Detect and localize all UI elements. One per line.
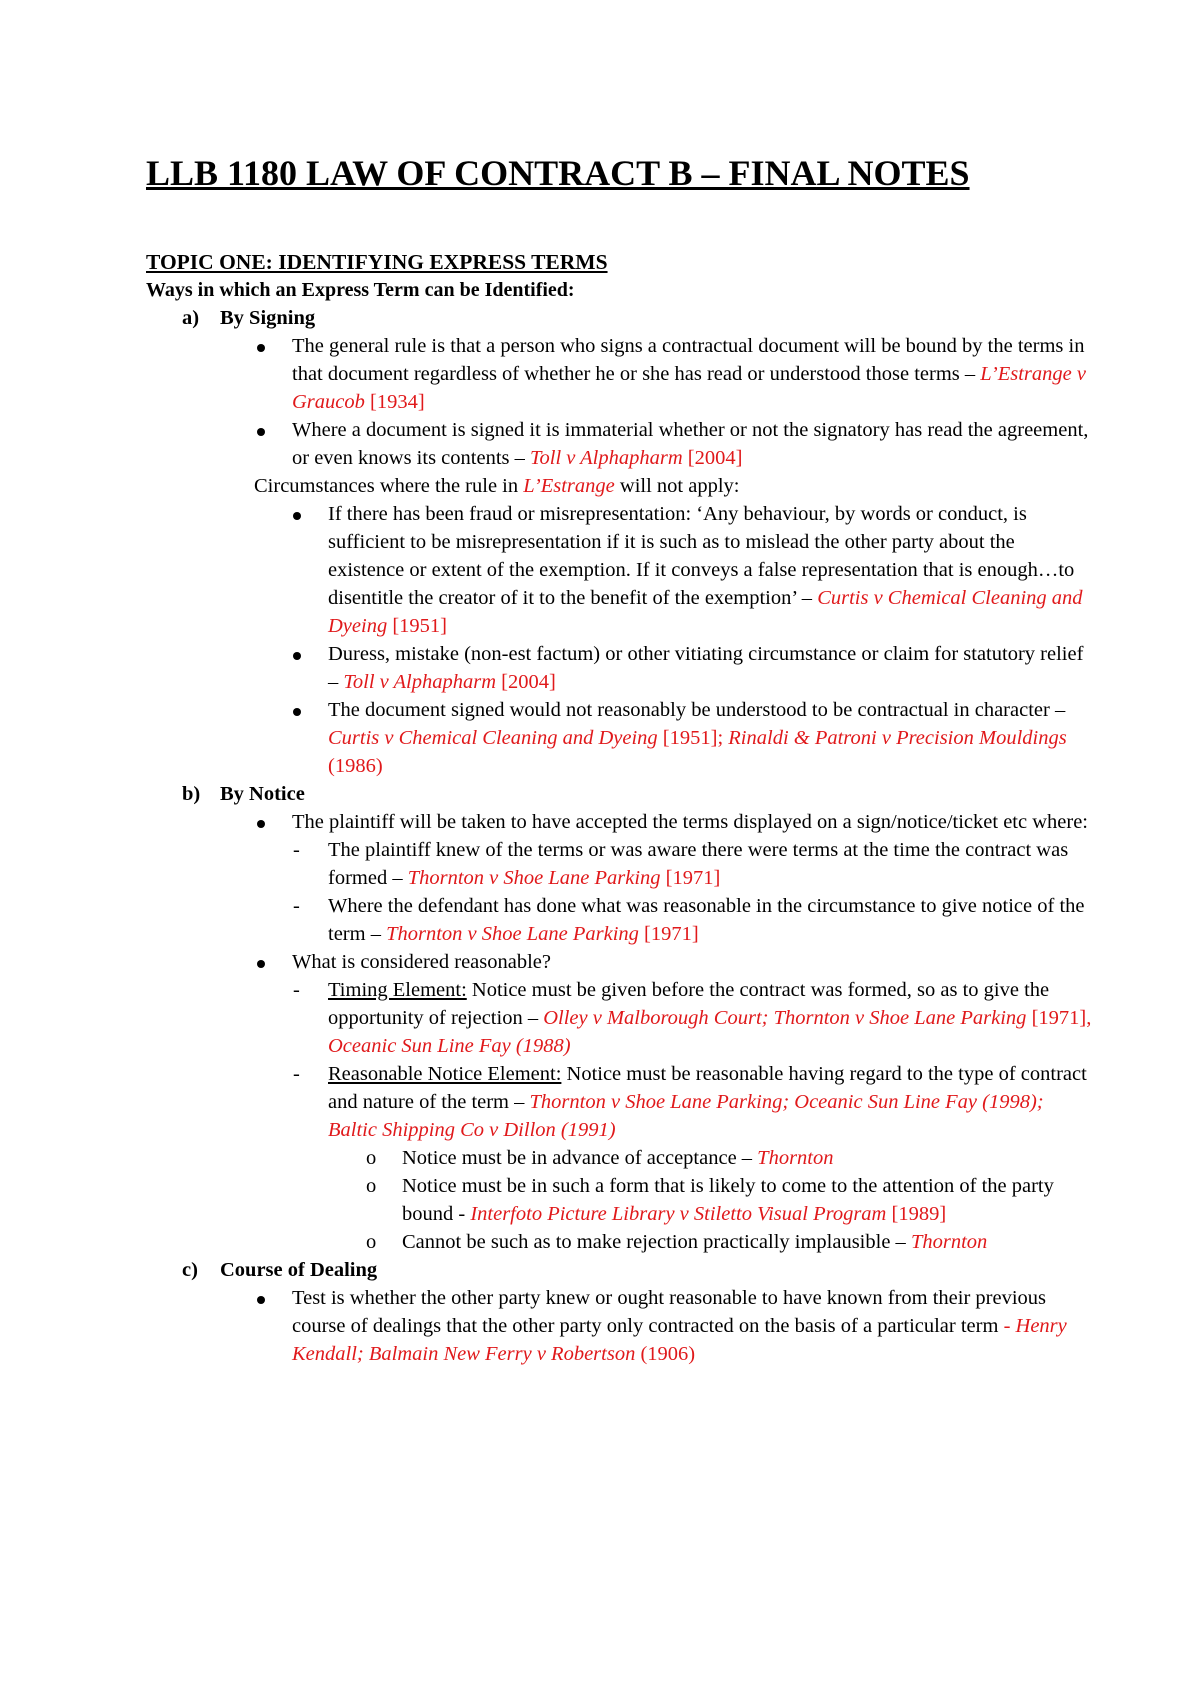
bullet-icon [293,696,301,724]
bullet-icon [293,640,301,668]
bullet-icon [257,948,265,976]
list-item: Test is whether the other party knew or ought reasonable to have known from their previous course of dealings that the other party only contracted on the basis of a particular term - Henry Kendall; Balmain New Ferry v Robertson (1906) [146,1284,1096,1368]
list-item: The general rule is that a person who signs a contractual document will be bound by the terms in that document regardless of whether he or she has read or understood those terms – L’Estrange v Graucob [1934] [146,332,1096,416]
element-label: Reasonable Notice Element: [328,1063,562,1085]
case-citation: - Henry Kendall; Balmain New Ferry v Robertson [292,1315,1067,1365]
section-c [146,1256,1096,1368]
case-citation: Rinaldi & Patroni v Precision Mouldings [728,727,1067,749]
list-item: o Notice must be in such a form that is likely to come to the attention of the party bound - Interfoto Picture Library v Stiletto Visual Program [1989] [146,1172,1096,1228]
list-item: Duress, mistake (non-est factum) or other vitiating circumstance or claim for statutory relief – Toll v Alphapharm [2004] [146,640,1096,696]
list-item: - Timing Element: Notice must be given before the contract was formed, so as to give the opportunity of rejection – Olley v Malborough Court; Thornton v Shoe Lane Parking [1971], Oceanic Sun Line Fay (1988) [146,976,1096,1060]
case-citation: Toll v Alphapharm [530,447,683,469]
section-title: Course of Dealing [220,1259,378,1281]
topic-heading: TOPIC ONE: IDENTIFYING EXPRESS TERMS [146,250,608,274]
list-item: o Cannot be such as to make rejection practically implausible – Thornton [146,1228,1096,1256]
bullet-icon [257,808,265,836]
dash-icon: - [293,1063,300,1085]
intro-heading: Ways in which an Express Term can be Identified: [146,279,575,301]
document-page [146,150,1096,1368]
subheading-line: Circumstances where the rule in L’Estrange will not apply: [254,475,740,497]
section-letter: c) [182,1259,198,1281]
list-item: - Where the defendant has done what was reasonable in the circumstance to give notice of the term – Thornton v Shoe Lane Parking [1971] [146,892,1096,948]
document-title: LLB 1180 LAW OF CONTRACT B – FINAL NOTES [146,153,970,193]
case-citation: Oceanic Sun Line Fay (1988) [328,1035,571,1057]
list-item: - The plaintiff knew of the terms or was aware there were terms at the time the contract was formed – Thornton v Shoe Lane Parking [1971] [146,836,1096,892]
section-b [146,780,1096,1256]
case-citation: Thornton v Shoe Lane Parking [407,867,661,889]
circle-icon: o [366,1175,377,1197]
element-label: Timing Element: [328,979,467,1001]
case-citation: Interfoto Picture Library v Stiletto Visual Program [470,1203,887,1225]
section-title: By Signing [220,307,316,329]
section-a [146,304,1096,780]
list-item: - Reasonable Notice Element: Notice must be reasonable having regard to the type of contract and nature of the term – Thornton v Shoe Lane Parking; Oceanic Sun Line Fay (1998); Baltic Shipping Co v Dillon (1991) [146,1060,1096,1144]
bullet-icon [293,500,301,528]
bullet-icon [257,1284,265,1312]
case-citation: Thornton v Shoe Lane Parking; Oceanic Sun Line Fay (1998); Baltic Shipping Co v Dillon (1991) [328,1091,1044,1141]
case-citation: Thornton [757,1147,834,1169]
section-title: By Notice [220,783,305,805]
list-item: If there has been fraud or misrepresentation: ‘Any behaviour, by words or conduct, is sufficient to be misrepresentation if it is such as to mislead the other party about the existence or extent of the exemption. If it conveys a false representation that is enough…to disentitle the creator of it to the benefit of the exemption’ – Curtis v Chemical Cleaning and Dyeing [1951] [146,500,1096,640]
section-heading-a [146,304,1096,332]
case-citation: Curtis v Chemical Cleaning and Dyeing [328,727,658,749]
case-citation: Thornton v Shoe Lane Parking [386,923,639,945]
case-citation: Olley v Malborough Court; Thornton v Shoe Lane Parking [543,1007,1027,1029]
case-citation: L’Estrange v Graucob [292,363,1086,413]
case-citation: Toll v Alphapharm [343,671,497,693]
case-citation: Thornton [910,1231,988,1253]
list-item: The plaintiff will be taken to have accepted the terms displayed on a sign/notice/ticket etc where: [146,808,1096,836]
circle-icon: o [366,1231,377,1253]
section-letter: b) [182,783,201,805]
list-item: The document signed would not reasonably be understood to be contractual in character – Curtis v Chemical Cleaning and Dyeing [1951]; Rinaldi & Patroni v Precision Mouldings (1986) [146,696,1096,780]
dash-icon: - [293,979,300,1001]
case-citation: Curtis v Chemical Cleaning and Dyeing [328,587,1083,637]
dash-icon: - [293,839,300,861]
list-item: Where a document is signed it is immaterial whether or not the signatory has read the agreement, or even knows its contents – Toll v Alphapharm [2004] [146,416,1096,472]
section-heading-b [146,780,1096,808]
bullet-icon [257,332,265,360]
list-item: o Notice must be in advance of acceptance – Thornton [146,1144,1096,1172]
list-item: What is considered reasonable? [146,948,1096,976]
dash-icon: - [293,895,300,917]
circle-icon: o [366,1147,377,1169]
case-citation: L’Estrange [523,475,615,497]
section-letter: a) [182,307,200,329]
section-heading-c [146,1256,1096,1284]
bullet-icon [257,416,265,444]
